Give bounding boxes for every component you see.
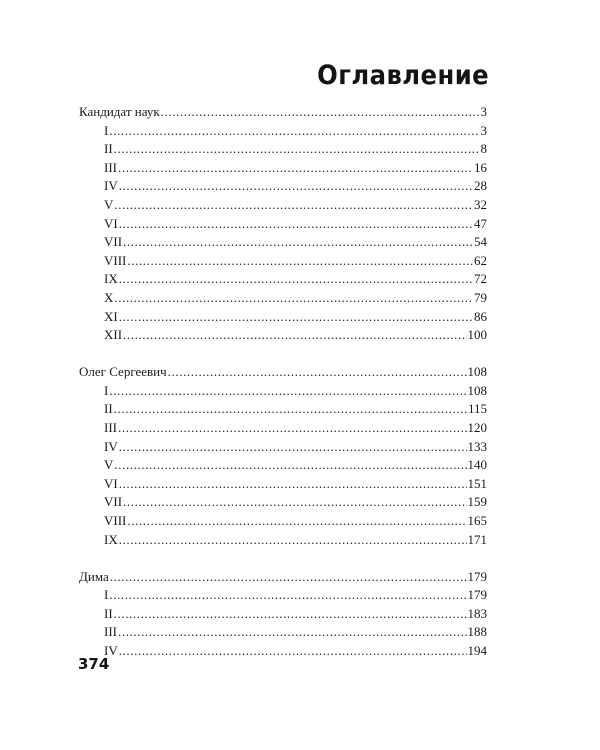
toc-page-number: 194 — [467, 643, 487, 659]
dot-leader — [110, 568, 467, 587]
toc-page-number: 79 — [474, 289, 487, 305]
toc-chapter-entry[interactable] — [79, 605, 487, 624]
toc-page-number: 120 — [467, 420, 487, 435]
toc-page-number: 171 — [467, 531, 487, 547]
toc-part — [79, 363, 487, 549]
dot-leader — [118, 159, 473, 178]
dot-leader — [114, 456, 466, 475]
toc-chapter-entry[interactable] — [79, 289, 487, 308]
chapter-label: VII — [104, 494, 123, 510]
toc-page-number: 100 — [467, 327, 487, 343]
toc-chapter-entry[interactable] — [79, 233, 487, 252]
dot-leader — [119, 642, 467, 661]
toc-page-number: 151 — [467, 475, 487, 491]
dot-leader — [114, 400, 467, 419]
toc-page-number: 159 — [467, 494, 487, 510]
toc-page-number: 133 — [467, 438, 487, 454]
chapter-label: IX — [104, 271, 118, 287]
dot-leader — [123, 233, 473, 252]
table-of-contents — [79, 103, 487, 679]
chapter-label: III — [104, 420, 117, 435]
toc-page-number: 28 — [474, 178, 487, 194]
toc-chapter-entry[interactable] — [79, 382, 487, 401]
toc-chapter-entry[interactable] — [79, 252, 487, 271]
toc-chapter-entry[interactable] — [79, 196, 487, 215]
chapter-label: III — [104, 159, 117, 175]
toc-chapter-entry[interactable] — [79, 642, 487, 661]
chapter-label: XII — [104, 327, 123, 343]
dot-leader — [123, 493, 466, 512]
chapter-label: I — [104, 587, 109, 603]
toc-page-number: 165 — [467, 512, 487, 528]
dot-leader — [119, 270, 473, 289]
toc-page-number: 72 — [474, 271, 487, 287]
toc-chapter-entry[interactable] — [79, 493, 487, 512]
part-title: Олег Сергеевич — [79, 364, 167, 380]
chapter-label: VIII — [104, 512, 127, 528]
dot-leader — [119, 215, 473, 234]
toc-part-entry[interactable] — [79, 568, 487, 587]
toc-page-number: 54 — [474, 234, 487, 250]
dot-leader — [123, 326, 466, 345]
part-title: Кандидат наук — [79, 104, 160, 119]
dot-leader — [114, 140, 480, 159]
chapter-label: III — [104, 624, 117, 640]
toc-chapter-entry[interactable] — [79, 512, 487, 531]
toc-part — [79, 568, 487, 661]
toc-page-number: 8 — [480, 141, 487, 157]
chapter-label: IV — [104, 178, 118, 194]
dot-leader — [127, 252, 473, 271]
chapter-label: II — [104, 401, 113, 417]
dot-leader — [119, 177, 473, 196]
chapter-label: VII — [104, 234, 123, 250]
dot-leader — [119, 475, 467, 494]
chapter-label: IV — [104, 643, 118, 659]
toc-chapter-entry[interactable] — [79, 270, 487, 289]
dot-leader — [118, 623, 467, 642]
toc-page-number: 115 — [467, 401, 487, 417]
toc-page-number: 179 — [467, 587, 487, 603]
toc-page-number: 47 — [474, 215, 487, 231]
toc-chapter-entry[interactable] — [79, 531, 487, 550]
toc-chapter-entry[interactable] — [79, 308, 487, 327]
toc-part-entry[interactable] — [79, 103, 487, 122]
toc-page-number: 188 — [467, 624, 487, 640]
chapter-label: XI — [104, 308, 118, 324]
toc-page-number: 3 — [480, 122, 487, 138]
toc-page-number: 3 — [480, 104, 487, 119]
toc-part — [79, 103, 487, 345]
chapter-label: IV — [104, 438, 118, 454]
dot-leader — [114, 605, 467, 624]
toc-chapter-entry[interactable] — [79, 215, 487, 234]
dot-leader — [161, 103, 480, 122]
toc-chapter-entry[interactable] — [79, 419, 487, 438]
chapter-label: VIII — [104, 252, 127, 268]
dot-leader — [127, 512, 466, 531]
toc-page-number: 108 — [467, 382, 487, 398]
toc-page-number: 16 — [474, 159, 487, 175]
toc-chapter-entry[interactable] — [79, 140, 487, 159]
toc-page-number: 140 — [467, 457, 487, 473]
toc-chapter-entry[interactable] — [79, 456, 487, 475]
dot-leader — [114, 196, 473, 215]
dot-leader — [118, 419, 467, 438]
dot-leader — [109, 382, 466, 401]
dot-leader — [119, 438, 467, 457]
page-title: Оглавление — [316, 60, 489, 91]
toc-page-number: 62 — [474, 252, 487, 268]
chapter-label: V — [104, 457, 114, 473]
dot-leader — [119, 308, 473, 327]
chapter-label: VI — [104, 475, 118, 491]
chapter-label: I — [104, 382, 109, 398]
part-title: Дима — [79, 568, 109, 584]
chapter-label: II — [104, 141, 113, 157]
toc-chapter-entry[interactable] — [79, 475, 487, 494]
toc-page-number: 183 — [467, 605, 487, 621]
chapter-label: II — [104, 605, 113, 621]
chapter-label: V — [104, 196, 114, 212]
toc-chapter-entry[interactable] — [79, 586, 487, 605]
toc-page-number: 32 — [474, 196, 487, 212]
chapter-label: X — [104, 289, 114, 305]
dot-leader — [114, 289, 473, 308]
dot-leader — [109, 122, 479, 141]
toc-part-entry[interactable] — [79, 363, 487, 382]
chapter-label: VI — [104, 215, 118, 231]
dot-leader — [109, 586, 466, 605]
dot-leader — [168, 363, 467, 382]
toc-chapter-entry[interactable] — [79, 400, 487, 419]
page-number: 374 — [78, 655, 110, 673]
toc-chapter-entry[interactable] — [79, 623, 487, 642]
toc-chapter-entry[interactable] — [79, 438, 487, 457]
toc-chapter-entry[interactable] — [79, 326, 487, 345]
toc-chapter-entry[interactable] — [79, 122, 487, 141]
chapter-label: IX — [104, 531, 118, 547]
toc-page-number: 86 — [474, 308, 487, 324]
toc-page-number: 179 — [467, 568, 487, 584]
chapter-label: I — [104, 122, 109, 138]
toc-chapter-entry[interactable] — [79, 159, 487, 178]
toc-page-number: 108 — [467, 364, 487, 380]
toc-chapter-entry[interactable] — [79, 177, 487, 196]
dot-leader — [119, 531, 467, 550]
